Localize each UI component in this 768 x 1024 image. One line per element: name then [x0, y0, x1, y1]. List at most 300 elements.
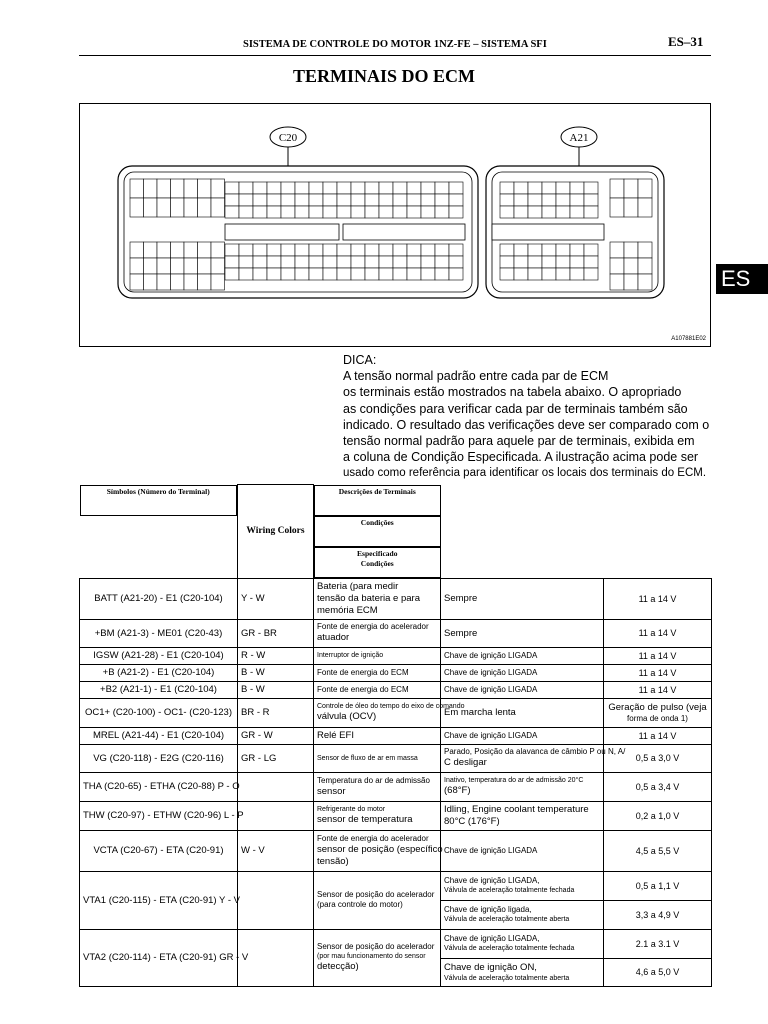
spec-cell: 11 a 14 V	[604, 647, 712, 664]
connector-pin	[144, 242, 158, 258]
desc-line: Sensor de posição do acelerador	[317, 890, 435, 899]
desc-line: sensor de posição (específico	[317, 843, 443, 855]
connector-pin	[528, 268, 542, 280]
connector-pin	[225, 244, 239, 256]
desc-line: Sensor de posição do acelerador	[317, 942, 435, 951]
connector-pin	[295, 268, 309, 280]
connector-pin	[449, 194, 463, 206]
wiring-cell: B - W	[238, 681, 314, 698]
connector-pin	[624, 198, 638, 217]
connector-pin	[295, 256, 309, 268]
connector-pin	[638, 258, 652, 274]
symbol-cell: VTA2 (C20-114) - ETA (C20-91) GR - V	[80, 929, 238, 986]
desc-line: detecção)	[317, 961, 359, 972]
condition-cell	[441, 900, 604, 929]
connector-pin	[239, 194, 253, 206]
connector-pin	[500, 256, 514, 268]
connector-pin	[267, 206, 281, 218]
spec-cell: 4,6 a 5,0 V	[604, 958, 712, 986]
connector-pin	[157, 179, 171, 198]
connector-pin	[198, 258, 212, 274]
connector-pin	[239, 182, 253, 194]
connector-pin	[449, 206, 463, 218]
table-row	[80, 664, 712, 681]
condition-cell	[441, 664, 604, 681]
connector-pin	[184, 274, 198, 290]
connector-pin	[281, 256, 295, 268]
connector-pin	[365, 268, 379, 280]
connector-pin	[379, 256, 393, 268]
connector-pin	[309, 182, 323, 194]
connector-pin	[421, 194, 435, 206]
connector-pin	[323, 206, 337, 218]
connector-pin	[253, 182, 267, 194]
connector-pin	[184, 179, 198, 198]
symbol-cell: BATT (A21-20) - E1 (C20-104)	[80, 578, 238, 619]
connector-pin	[449, 244, 463, 256]
connector-pin	[638, 274, 652, 290]
description-cell	[314, 929, 441, 986]
symbol-cell: THW (C20-97) - ETHW (C20-96) L - P	[80, 801, 238, 830]
hint-line: A tensão normal padrão entre cada par de ECM	[343, 369, 609, 384]
connector-pin	[130, 198, 144, 217]
connector-pin	[365, 244, 379, 256]
connector-pin	[528, 244, 542, 256]
header-rule	[79, 55, 711, 56]
desc-line: sensor de temperatura	[317, 814, 413, 825]
connector-pin	[337, 182, 351, 194]
connector-pin	[570, 182, 584, 194]
desc-line: tensão da bateria e para	[317, 592, 420, 604]
connector-pin	[393, 244, 407, 256]
symbol-cell: MREL (A21-44) - E1 (C20-104)	[80, 727, 238, 744]
spec-cell: 2.1 a 3.1 V	[604, 929, 712, 958]
wiring-cell	[238, 929, 314, 986]
figure-id: A107881E02	[671, 336, 706, 342]
connector-pin	[239, 206, 253, 218]
symbol-cell: +B2 (A21-1) - E1 (C20-104)	[80, 681, 238, 698]
connector-pin	[337, 194, 351, 206]
connector-pin	[267, 268, 281, 280]
connector-pin	[309, 194, 323, 206]
connector-pin	[130, 242, 144, 258]
table-row	[80, 744, 712, 772]
description-cell	[314, 830, 441, 871]
connector-pin	[379, 206, 393, 218]
cond-line: Chave de ignição LIGADA	[444, 845, 538, 855]
connector-pin	[556, 268, 570, 280]
connector-pin	[435, 194, 449, 206]
condition-cell	[441, 871, 604, 900]
cond-line: Chave de ignição ligada,	[444, 905, 532, 914]
connector-pin	[514, 268, 528, 280]
connector-pin	[267, 256, 281, 268]
connector-pin	[365, 182, 379, 194]
connector-pin	[514, 206, 528, 218]
connector-pin	[323, 244, 337, 256]
description-cell	[314, 578, 441, 619]
connector-pin	[407, 206, 421, 218]
connector-pin	[323, 268, 337, 280]
connector-pin	[584, 244, 598, 256]
connector-pin	[157, 198, 171, 217]
condition-cell	[441, 801, 604, 830]
cond-line: Válvula de aceleração totalmente aberta	[444, 916, 570, 923]
symbol-cell: THA (C20-65) - ETHA (C20-88) P - O	[80, 772, 238, 801]
symbol-cell: VCTA (C20-67) - ETA (C20-91)	[80, 830, 238, 871]
connector-pin	[379, 268, 393, 280]
connector-pin	[281, 268, 295, 280]
spec-cell: 0,5 a 1,1 V	[604, 871, 712, 900]
symbol-cell: +BM (A21-3) - ME01 (C20-43)	[80, 619, 238, 647]
desc-line: Sensor de fluxo de ar em massa	[317, 754, 418, 762]
spec-cell: 11 a 14 V	[604, 727, 712, 744]
connector-pin	[624, 274, 638, 290]
connector-pin	[337, 244, 351, 256]
wiring-cell: B - W	[238, 664, 314, 681]
connector-pin	[542, 268, 556, 280]
connector-pin	[130, 179, 144, 198]
connector-pin	[171, 258, 185, 274]
connector-pin	[624, 258, 638, 274]
wiring-cell: GR - W	[238, 727, 314, 744]
cond-line: Inativo, temperatura do ar de admissão 20°C	[444, 777, 584, 784]
spec-cell: 11 a 14 V	[604, 619, 712, 647]
connector-pin	[638, 179, 652, 198]
connector-pin	[379, 194, 393, 206]
symbol-cell: IGSW (A21-28) - E1 (C20-104)	[80, 647, 238, 664]
connector-pin	[171, 179, 185, 198]
desc-line: Fonte de energia do acelerador	[317, 833, 429, 843]
desc-line: Controle de óleo do tempo do eixo de comando	[317, 703, 465, 710]
connector-pin	[239, 268, 253, 280]
desc-line: memória ECM	[317, 604, 378, 616]
connector-pin	[624, 179, 638, 198]
connector-pin	[542, 206, 556, 218]
col-header-specified-1: Especificado	[357, 548, 398, 558]
connector-pin	[584, 206, 598, 218]
section-tab: ES	[716, 264, 768, 294]
description-cell	[314, 619, 441, 647]
connector-pin	[198, 274, 212, 290]
connector-pin	[309, 256, 323, 268]
connector-pin	[435, 206, 449, 218]
table-row	[80, 830, 712, 871]
connector-pin	[157, 242, 171, 258]
connector-pin	[556, 194, 570, 206]
cond-line: Válvula de aceleração totalmente fechada	[444, 945, 575, 952]
cond-line: Chave de ignição LIGADA	[444, 650, 538, 660]
connector-pin	[295, 194, 309, 206]
connector-pin	[610, 198, 624, 217]
connector-pin	[144, 198, 158, 217]
connector-pin	[542, 182, 556, 194]
table-row	[80, 871, 712, 900]
condition-cell	[441, 681, 604, 698]
connector-pin	[198, 198, 212, 217]
connector-pin	[253, 194, 267, 206]
desc-line: atuador	[317, 632, 350, 643]
desc-line: Temperatura do ar de admissão	[317, 775, 430, 785]
table-row	[80, 647, 712, 664]
connector-pin	[365, 194, 379, 206]
connector-pin	[584, 256, 598, 268]
connector-pin	[407, 194, 421, 206]
connector-pin	[393, 256, 407, 268]
connector-pin	[144, 258, 158, 274]
hint-title: DICA:	[343, 353, 377, 367]
description-cell	[314, 647, 441, 664]
connector-pin	[528, 256, 542, 268]
connector-pin	[624, 242, 638, 258]
connector-pin	[528, 206, 542, 218]
table-row	[80, 578, 712, 619]
connector-pin	[225, 194, 239, 206]
connector-pin	[351, 268, 365, 280]
connector-pin	[239, 244, 253, 256]
connector-pin	[500, 244, 514, 256]
connector-pin	[351, 194, 365, 206]
connector-pin	[365, 206, 379, 218]
hint-line: as condições para verificar cada par de terminais também são	[343, 401, 688, 416]
connector-pin	[365, 256, 379, 268]
description-cell: Relé EFI	[314, 727, 441, 744]
symbol-cell: OC1+ (C20-100) - OC1- (C20-123)	[80, 698, 238, 727]
cond-line: Idling, Engine coolant temperature	[444, 803, 589, 815]
connector-pin	[570, 206, 584, 218]
connector-pin	[184, 198, 198, 217]
connector-pin	[323, 256, 337, 268]
cond-line: Chave de ignição LIGADA	[444, 730, 538, 740]
connector-pin	[570, 244, 584, 256]
connector-pin	[449, 268, 463, 280]
connector-pin	[514, 194, 528, 206]
wiring-cell: GR - LG	[238, 744, 314, 772]
connector-pin	[281, 206, 295, 218]
connector-pin	[337, 206, 351, 218]
wiring-cell: R - W	[238, 647, 314, 664]
col-header-specified	[314, 547, 441, 578]
connector-pin	[610, 274, 624, 290]
desc-line: Fonte de energia do acelerador	[317, 622, 429, 631]
spec-line: Geração de pulso (veja	[608, 701, 707, 713]
desc-line: Bateria (para medir	[317, 580, 399, 592]
connector-pin	[407, 268, 421, 280]
running-header-title: SISTEMA DE CONTROLE DO MOTOR 1NZ-FE – SISTEMA SFI	[243, 39, 547, 50]
connector-pin	[323, 194, 337, 206]
connector-pin	[393, 268, 407, 280]
hint-line: usado como referência para identificar os locais dos terminais do ECM.	[343, 467, 707, 480]
connector-pin	[351, 182, 365, 194]
description-cell	[314, 698, 465, 727]
connector-pin	[211, 274, 225, 290]
connector-pin	[309, 206, 323, 218]
connector-pin	[584, 194, 598, 206]
connector-pin	[421, 268, 435, 280]
connector-pin	[211, 258, 225, 274]
col-header-specified-2: Condições	[360, 558, 394, 568]
connector-pin	[421, 182, 435, 194]
col-header-descriptions: Descrições de Terminais	[314, 485, 441, 516]
connector-pin	[407, 182, 421, 194]
table-row	[80, 698, 712, 727]
description-cell	[314, 871, 441, 929]
connector-pin	[295, 182, 309, 194]
connector-pin	[556, 182, 570, 194]
connector-pin	[407, 244, 421, 256]
ecm-terminal-table	[79, 484, 712, 987]
connector-pin	[351, 206, 365, 218]
connector-pin	[435, 268, 449, 280]
spec-cell: 0,5 a 3,4 V	[604, 772, 712, 801]
table-row	[80, 727, 712, 744]
connector-pin	[157, 274, 171, 290]
connector-pin	[528, 182, 542, 194]
connector-pin	[570, 268, 584, 280]
condition-cell	[441, 830, 604, 871]
connector-pin	[198, 242, 212, 258]
condition-cell: Sempre	[441, 578, 604, 619]
connector-pin	[253, 268, 267, 280]
description-cell	[314, 772, 441, 801]
connector-pin	[225, 256, 239, 268]
connector-pin	[514, 182, 528, 194]
condition-cell	[441, 744, 626, 772]
connector-pin	[421, 244, 435, 256]
connector-pin	[239, 256, 253, 268]
cond-line: Chave de ignição LIGADA	[444, 667, 538, 677]
symbol-cell: +B (A21-2) - E1 (C20-104)	[80, 664, 238, 681]
cond-line: Chave de ignição ON,	[444, 961, 537, 973]
connector-pin	[295, 206, 309, 218]
connector-pin	[584, 268, 598, 280]
desc-line: Fonte de energia do ECM	[317, 684, 409, 694]
connector-pin	[570, 194, 584, 206]
connector-pin	[337, 256, 351, 268]
desc-line: (para controle do motor)	[317, 900, 403, 909]
spec-cell: 4,5 a 5,5 V	[604, 830, 712, 871]
ecm-connector-diagram	[80, 104, 710, 346]
connector-pin	[610, 258, 624, 274]
condition-cell	[441, 647, 604, 664]
connector-pin	[407, 256, 421, 268]
c20-label: C20	[278, 132, 298, 144]
connector-pin	[610, 179, 624, 198]
connector-pin	[500, 194, 514, 206]
connector-pin	[184, 258, 198, 274]
connector-pin	[638, 242, 652, 258]
ecm-connector-figure	[79, 103, 711, 347]
desc-line: (por mau funcionamento do sensor	[317, 953, 426, 960]
symbol-cell: VTA1 (C20-115) - ETA (C20-91) Y - V	[80, 871, 238, 929]
hint-line: os terminais estão mostrados na tabela abaixo. O apropriado	[343, 385, 682, 400]
wiring-cell	[238, 772, 314, 801]
connector-pin	[638, 198, 652, 217]
connector-pin	[435, 256, 449, 268]
desc-line: Interruptor de ignição	[317, 652, 384, 659]
connector-pin	[225, 206, 239, 218]
description-cell	[314, 664, 441, 681]
spec-cell: 3,3 a 4,9 V	[604, 900, 712, 929]
connector-pin	[542, 194, 556, 206]
connector-pin	[295, 244, 309, 256]
connector-pin	[393, 206, 407, 218]
spec-cell	[604, 698, 712, 727]
connector-pin	[542, 256, 556, 268]
desc-line: Fonte de energia do ECM	[317, 667, 409, 677]
connector-pin	[198, 179, 212, 198]
wiring-cell: Y - W	[238, 578, 314, 619]
connector-pin	[514, 244, 528, 256]
connector-pin	[500, 206, 514, 218]
a21-label: A21	[569, 132, 589, 144]
connector-pin	[337, 268, 351, 280]
connector-pin	[421, 256, 435, 268]
condition-cell	[441, 727, 604, 744]
symbol-cell: VG (C20-118) - E2G (C20-116)	[80, 744, 238, 772]
connector-pin	[500, 268, 514, 280]
cond-line: Chave de ignição LIGADA	[444, 684, 538, 694]
table-row	[80, 801, 712, 830]
wiring-cell: BR - R	[238, 698, 314, 727]
connector-pin	[281, 244, 295, 256]
connector-pin	[267, 182, 281, 194]
connector-pin	[542, 244, 556, 256]
connector-pin	[144, 179, 158, 198]
cond-line: Válvula de aceleração totalmente fechada	[444, 887, 575, 894]
condition-cell: Em marcha lenta	[441, 698, 604, 727]
connector-pin	[323, 182, 337, 194]
col-header-wiring: Wiring Colors	[238, 485, 314, 579]
connector-pin	[379, 182, 393, 194]
connector-pin	[351, 256, 365, 268]
connector-pin	[528, 194, 542, 206]
spec-cell: 0,5 a 3,0 V	[604, 744, 712, 772]
connector-pin	[184, 242, 198, 258]
cond-line: Parado, Posição da alavanca de câmbio P ou N, A/	[444, 747, 626, 756]
connector-pin	[610, 242, 624, 258]
cond-line: Chave de ignição LIGADA,	[444, 934, 540, 943]
connector-pin	[144, 274, 158, 290]
connector-pin	[351, 244, 365, 256]
connector-pin	[421, 206, 435, 218]
condition-cell: Sempre	[441, 619, 604, 647]
connector-pin	[267, 194, 281, 206]
connector-pin	[171, 198, 185, 217]
page-title: TERMINAIS DO ECM	[292, 66, 475, 86]
cond-line: Válvula de aceleração totalmente aberta	[444, 974, 570, 982]
connector-pin	[449, 182, 463, 194]
condition-cell	[441, 958, 604, 986]
spec-cell: 0,2 a 1,0 V	[604, 801, 712, 830]
connector-pin	[556, 206, 570, 218]
connector-pin	[449, 256, 463, 268]
connector-pin	[130, 258, 144, 274]
hint-line: a coluna de Condição Especificada. A ilustração acima pode ser	[343, 450, 699, 465]
hint-paragraph	[343, 352, 743, 482]
cond-line: (68°F)	[444, 785, 471, 796]
connector-pin	[171, 274, 185, 290]
col-header-symbols: Símbolos (Número do Terminal)	[80, 485, 238, 516]
spec-cell: 11 a 14 V	[604, 664, 712, 681]
condition-cell	[441, 929, 604, 958]
hint-line: indicado. O resultado das verificações deve ser comparado com o	[343, 417, 710, 432]
connector-pin	[267, 244, 281, 256]
cond-line: C desligar	[444, 757, 487, 768]
connector-pin	[500, 182, 514, 194]
connector-pin	[253, 244, 267, 256]
connector-pin	[309, 244, 323, 256]
